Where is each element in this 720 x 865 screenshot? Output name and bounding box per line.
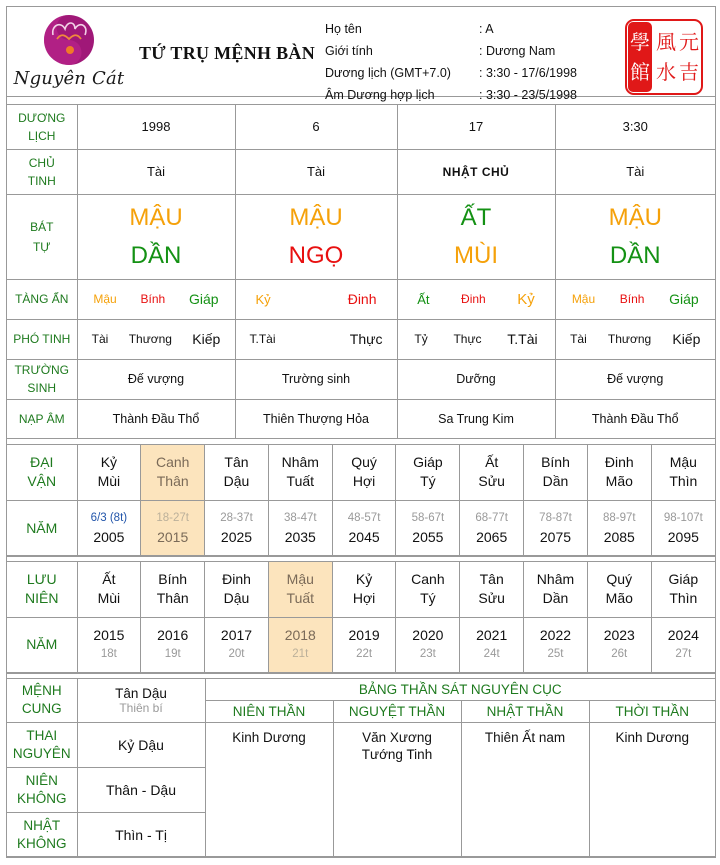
luu-nien-year: 2021 24t bbox=[460, 617, 524, 672]
dai-van-cell-current[interactable]: Canh Thân bbox=[141, 445, 205, 501]
dai-van-year-current: 18-27t 2015 bbox=[141, 501, 205, 556]
page-title: TỨ TRỤ MỆNH BÀN bbox=[139, 43, 316, 63]
luu-nien-year: 2022 25t bbox=[524, 617, 588, 672]
label-duong-lich: DƯƠNG LỊCH bbox=[7, 105, 77, 149]
row-menh-cung-top bbox=[7, 679, 715, 701]
luu-nien-year: 2016 19t bbox=[141, 617, 205, 672]
dai-van-table bbox=[7, 445, 715, 557]
label-bat-tu: BÁT TỰ bbox=[7, 194, 77, 279]
hour-pho-tinh: Tài Thương Kiếp bbox=[555, 319, 715, 359]
luu-nien-year: 2015 18t bbox=[77, 617, 141, 672]
luu-nien-year: 2020 23t bbox=[396, 617, 460, 672]
dai-van-cell[interactable]: Nhâm Tuất bbox=[268, 445, 332, 501]
label-nap-am: NẠP ÂM bbox=[7, 399, 77, 438]
dai-van-year: 68-77t 2065 bbox=[460, 501, 524, 556]
row-thai-nguyen bbox=[7, 723, 715, 768]
luu-nien-cell[interactable]: Ất Mùi bbox=[77, 562, 141, 617]
luu-nien-cell[interactable]: Kỷ Hợi bbox=[332, 562, 396, 617]
year-nap-am: Thành Đầu Thổ bbox=[77, 399, 235, 438]
dai-van-year: 88-97t 2085 bbox=[587, 501, 651, 556]
luu-nien-year: 2019 22t bbox=[332, 617, 396, 672]
row-luu-nien bbox=[7, 562, 715, 617]
luu-nien-year: 2023 26t bbox=[587, 617, 651, 672]
svg-text:吉: 吉 bbox=[679, 60, 699, 84]
hour-pillar-date: 3:30 bbox=[555, 105, 715, 149]
info-row-solar: Dương lịch (GMT+7.0) : 3:30 - 17/6/1998 bbox=[325, 66, 577, 80]
dai-van-cell[interactable]: Quý Hợi bbox=[332, 445, 396, 501]
dai-van-year: 58-67t 2055 bbox=[396, 501, 460, 556]
nhat-than-values: Thiên Ất nam bbox=[461, 723, 589, 857]
dai-van-cell[interactable]: Đinh Mão bbox=[587, 445, 651, 501]
four-pillars-table bbox=[7, 105, 715, 439]
svg-text:水: 水 bbox=[656, 60, 676, 84]
row-chu-tinh bbox=[7, 149, 715, 194]
day-pillar-date: 17 bbox=[397, 105, 555, 149]
dai-van-year: 48-57t 2045 bbox=[332, 501, 396, 556]
lotus-yin-yang-icon bbox=[13, 13, 125, 69]
year-pillar-stem-branch: MẬU DẦN bbox=[77, 194, 235, 279]
label-thai-nguyen: THAI NGUYÊN bbox=[7, 723, 77, 768]
month-pillar-stem-branch: MẬU NGỌ bbox=[235, 194, 397, 279]
row-bat-tu bbox=[7, 194, 715, 279]
thoi-than-values: Kinh Dương bbox=[589, 723, 715, 857]
luu-nien-year-current: 2018 21t bbox=[268, 617, 332, 672]
than-sat-table bbox=[7, 679, 715, 858]
thai-nguyen-value: Kỷ Dậu bbox=[77, 723, 205, 768]
svg-text:館: 館 bbox=[630, 60, 650, 84]
month-nap-am: Thiên Thượng Hỏa bbox=[235, 399, 397, 438]
label-nien-khong: NIÊN KHÔNG bbox=[7, 768, 77, 813]
label-luu-nien: LƯU NIÊN bbox=[7, 562, 77, 617]
year-truong-sinh: Đế vượng bbox=[77, 359, 235, 399]
luu-nien-table bbox=[7, 562, 715, 673]
svg-text:元: 元 bbox=[679, 30, 699, 54]
nien-than-values: Kinh Dương bbox=[205, 723, 333, 857]
month-pillar-date: 6 bbox=[235, 105, 397, 149]
row-truong-sinh bbox=[7, 359, 715, 399]
row-pho-tinh bbox=[7, 319, 715, 359]
luu-nien-cell-current[interactable]: Mậu Tuất bbox=[268, 562, 332, 617]
svg-text:風: 風 bbox=[656, 30, 676, 54]
year-chu-tinh: Tài bbox=[77, 149, 235, 194]
luu-nien-cell[interactable]: Giáp Thìn bbox=[651, 562, 715, 617]
dai-van-cell[interactable]: Giáp Tý bbox=[396, 445, 460, 501]
dai-van-cell[interactable]: Kỷ Mùi bbox=[77, 445, 141, 501]
menh-cung-value: Tân Dậu Thiên bí bbox=[77, 679, 205, 723]
luu-nien-cell[interactable]: Quý Mão bbox=[587, 562, 651, 617]
row-duong-lich bbox=[7, 105, 715, 149]
day-nap-am: Sa Trung Kim bbox=[397, 399, 555, 438]
dai-van-cell[interactable]: Bính Dần bbox=[524, 445, 588, 501]
luu-nien-cell[interactable]: Bính Thân bbox=[141, 562, 205, 617]
header-nien-than: NIÊN THẦN bbox=[205, 701, 333, 723]
row-dai-van bbox=[7, 445, 715, 501]
luu-nien-cell[interactable]: Tân Sửu bbox=[460, 562, 524, 617]
day-tang-an: Ất Đinh Kỷ bbox=[397, 279, 555, 319]
day-truong-sinh: Dưỡng bbox=[397, 359, 555, 399]
seal-stamp-icon bbox=[625, 19, 703, 95]
hour-chu-tinh: Tài bbox=[555, 149, 715, 194]
label-nam: NĂM bbox=[7, 617, 77, 672]
label-tang-an: TÀNG ẨN bbox=[7, 279, 77, 319]
year-pho-tinh: Tài Thương Kiếp bbox=[77, 319, 235, 359]
info-row-name: Họ tên : A bbox=[325, 22, 494, 36]
dai-van-year: 38-47t 2035 bbox=[268, 501, 332, 556]
header bbox=[7, 7, 715, 102]
label-menh-cung: MỆNH CUNG bbox=[7, 679, 77, 723]
year-tang-an: Mậu Bính Giáp bbox=[77, 279, 235, 319]
dai-van-cell[interactable]: Ất Sửu bbox=[460, 445, 524, 501]
hour-nap-am: Thành Đầu Thổ bbox=[555, 399, 715, 438]
day-pillar-stem-branch: ẤT MÙI bbox=[397, 194, 555, 279]
svg-text:學: 學 bbox=[630, 30, 650, 54]
month-chu-tinh: Tài bbox=[235, 149, 397, 194]
month-pho-tinh: T.Tài Thực bbox=[235, 319, 397, 359]
header-nhat-than: NHẬT THẦN bbox=[461, 701, 589, 723]
label-dai-van: ĐẠI VẬN bbox=[7, 445, 77, 501]
luu-nien-cell[interactable]: Canh Tý bbox=[396, 562, 460, 617]
luu-nien-cell[interactable]: Nhâm Dần bbox=[524, 562, 588, 617]
info-row-gender: Giới tính : Dương Nam bbox=[325, 44, 556, 58]
dai-van-year: 98-107t 2095 bbox=[651, 501, 715, 556]
than-sat-title: BẢNG THẦN SÁT NGUYÊN CỤC bbox=[205, 679, 715, 701]
label-nam: NĂM bbox=[7, 501, 77, 556]
day-chu-tinh: NHẬT CHỦ bbox=[397, 149, 555, 194]
luu-nien-year: 2017 20t bbox=[205, 617, 269, 672]
row-luu-nien-nam bbox=[7, 617, 715, 672]
row-dai-van-nam bbox=[7, 501, 715, 556]
row-tang-an bbox=[7, 279, 715, 319]
label-nhat-khong: NHẬT KHÔNG bbox=[7, 813, 77, 857]
hour-truong-sinh: Đế vượng bbox=[555, 359, 715, 399]
nien-khong-value: Thân - Dậu bbox=[77, 768, 205, 813]
nhat-khong-value: Thìn - Tị bbox=[77, 813, 205, 857]
dai-van-year: 78-87t 2075 bbox=[524, 501, 588, 556]
label-truong-sinh: TRƯỜNG SINH bbox=[7, 359, 77, 399]
hour-tang-an: Mậu Bính Giáp bbox=[555, 279, 715, 319]
luu-nien-cell[interactable]: Đinh Dậu bbox=[205, 562, 269, 617]
header-thoi-than: THỜI THẦN bbox=[589, 701, 715, 723]
logo bbox=[13, 13, 123, 93]
personal-info bbox=[325, 18, 577, 106]
month-truong-sinh: Trường sinh bbox=[235, 359, 397, 399]
month-tang-an: Kỷ Đinh bbox=[235, 279, 397, 319]
luu-nien-year: 2024 27t bbox=[651, 617, 715, 672]
info-row-lunar: Âm Dương hợp lịch : 3:30 - 23/5/1998 bbox=[325, 88, 577, 102]
row-nap-am bbox=[7, 399, 715, 438]
hour-pillar-stem-branch: MẬU DẦN bbox=[555, 194, 715, 279]
logo-text: Nguyên Cát bbox=[13, 68, 125, 89]
header-nguyet-than: NGUYỆT THẦN bbox=[333, 701, 461, 723]
day-pho-tinh: Tỷ Thực T.Tài bbox=[397, 319, 555, 359]
nguyet-than-values: Văn Xương Tướng Tinh bbox=[333, 723, 461, 857]
dai-van-cell[interactable]: Tân Dậu bbox=[205, 445, 269, 501]
dai-van-year: 28-37t 2025 bbox=[205, 501, 269, 556]
label-chu-tinh: CHỦ TINH bbox=[7, 149, 77, 194]
label-pho-tinh: PHÓ TINH bbox=[7, 319, 77, 359]
year-pillar-date: 1998 bbox=[77, 105, 235, 149]
dai-van-year: 6/3 (8t) 2005 bbox=[77, 501, 141, 556]
dai-van-cell[interactable]: Mậu Thìn bbox=[651, 445, 715, 501]
chart-frame bbox=[6, 6, 716, 858]
